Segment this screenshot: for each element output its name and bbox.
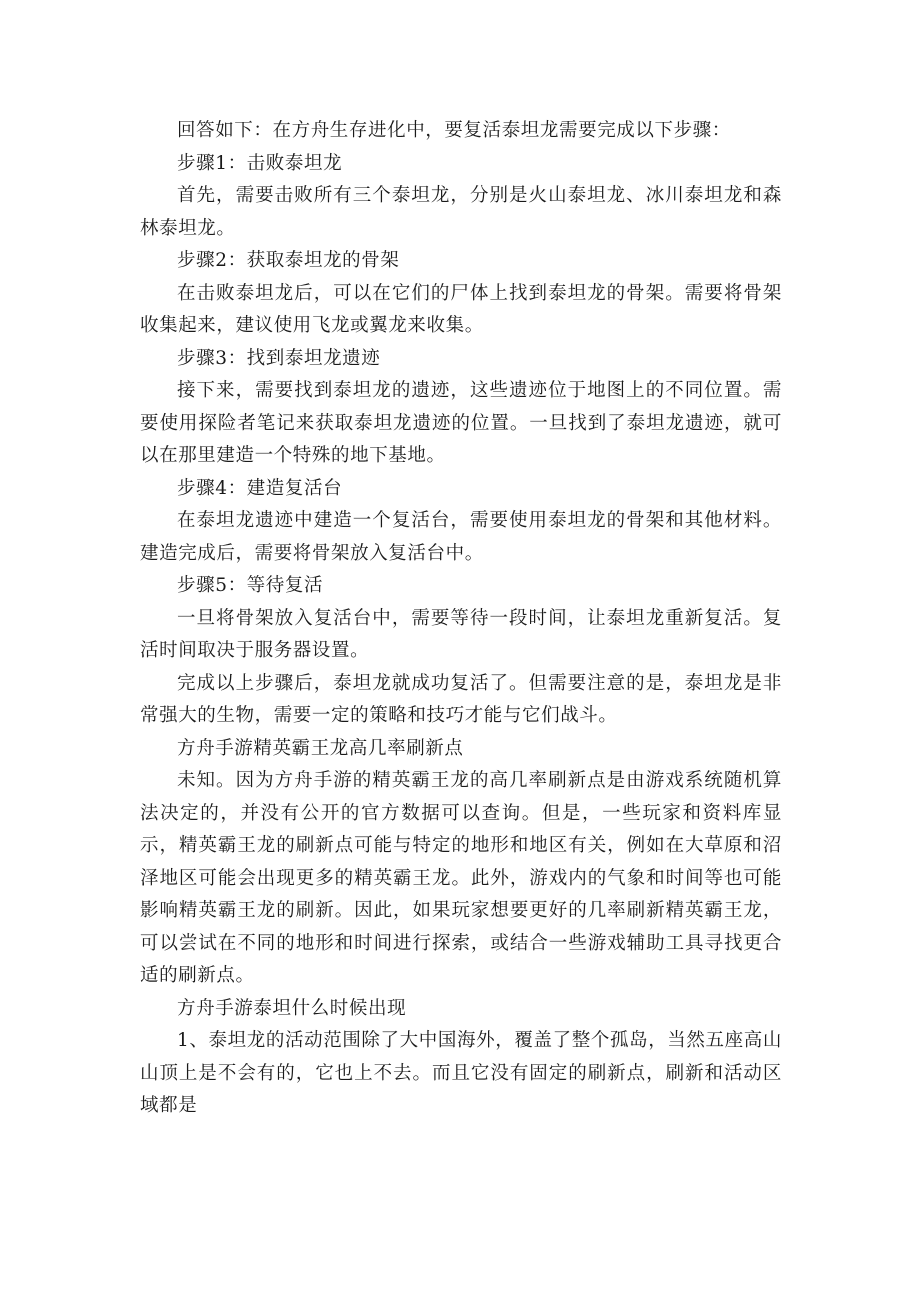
step-2-heading: 步骤2：获取泰坦龙的骨架 [177, 250, 400, 271]
section-heading-titan-appearance: 方舟手游泰坦什么时候出现 [177, 997, 407, 1019]
step-1-heading: 步骤1：击败泰坦龙 [177, 152, 343, 174]
titan-appearance-paragraph: 1、泰坦龙的活动范围除了大中国海外，覆盖了整个孤岛，当然五座高山山顶上是不会有的，它也上不去。而且它没有固定的刷新点，刷新和活动区域都是 [140, 1030, 782, 1116]
step-4-heading: 步骤4：建造复活台 [177, 477, 343, 499]
step-3-heading: 步骤3：找到泰坦龙遗迹 [177, 347, 381, 369]
step-4-text: 在泰坦龙遗迹中建造一个复活台，需要使用泰坦龙的骨架和其他材料。建造完成后，需要将骨架放入复活台中。 [140, 510, 782, 564]
step-5-text: 一旦将骨架放入复活台中，需要等待一段时间，让泰坦龙重新复活。复活时间取决于服务器设置。 [140, 607, 782, 661]
conclusion-paragraph: 完成以上步骤后，泰坦龙就成功复活了。但需要注意的是，泰坦龙是非常强大的生物，需要一定的策略和技巧才能与它们战斗。 [140, 672, 782, 726]
step-1-text: 首先，需要击败所有三个泰坦龙，分别是火山泰坦龙、冰川泰坦龙和森林泰坦龙。 [140, 185, 782, 239]
step-3-text: 接下来，需要找到泰坦龙的遗迹，这些遗迹位于地图上的不同位置。需要使用探险者笔记来获取泰坦龙遗迹的位置。一旦找到了泰坦龙遗迹，就可以在那里建造一个特殊的地下基地。 [140, 380, 782, 466]
step-5-heading: 步骤5：等待复活 [177, 575, 324, 596]
step-2-text: 在击败泰坦龙后，可以在它们的尸体上找到泰坦龙的骨架。需要将骨架收集起来，建议使用飞龙或翼龙来收集。 [140, 282, 782, 336]
document-body [140, 115, 782, 1123]
section-heading-elite-rex: 方舟手游精英霸王龙高几率刷新点 [177, 737, 464, 759]
intro-paragraph: 回答如下：在方舟生存进化中，要复活泰坦龙需要完成以下步骤： [177, 120, 731, 141]
elite-rex-paragraph: 未知。因为方舟手游的精英霸王龙的高几率刷新点是由游戏系统随机算法决定的，并没有公开的官方数据可以查询。但是，一些玩家和资料库显示，精英霸王龙的刷新点可能与特定的地形和地区有关，例如在大草原和沼泽地区可能会出现更多的精英霸王龙。此外，游戏内的气象和时间等也可能影响精英霸王龙的刷新。因此，如果玩家想要更好的几率刷新精英霸王龙，可以尝试在不同的地形和时间进行探索，或结合一些游戏辅助工具寻找更合适的刷新点。 [140, 770, 782, 986]
